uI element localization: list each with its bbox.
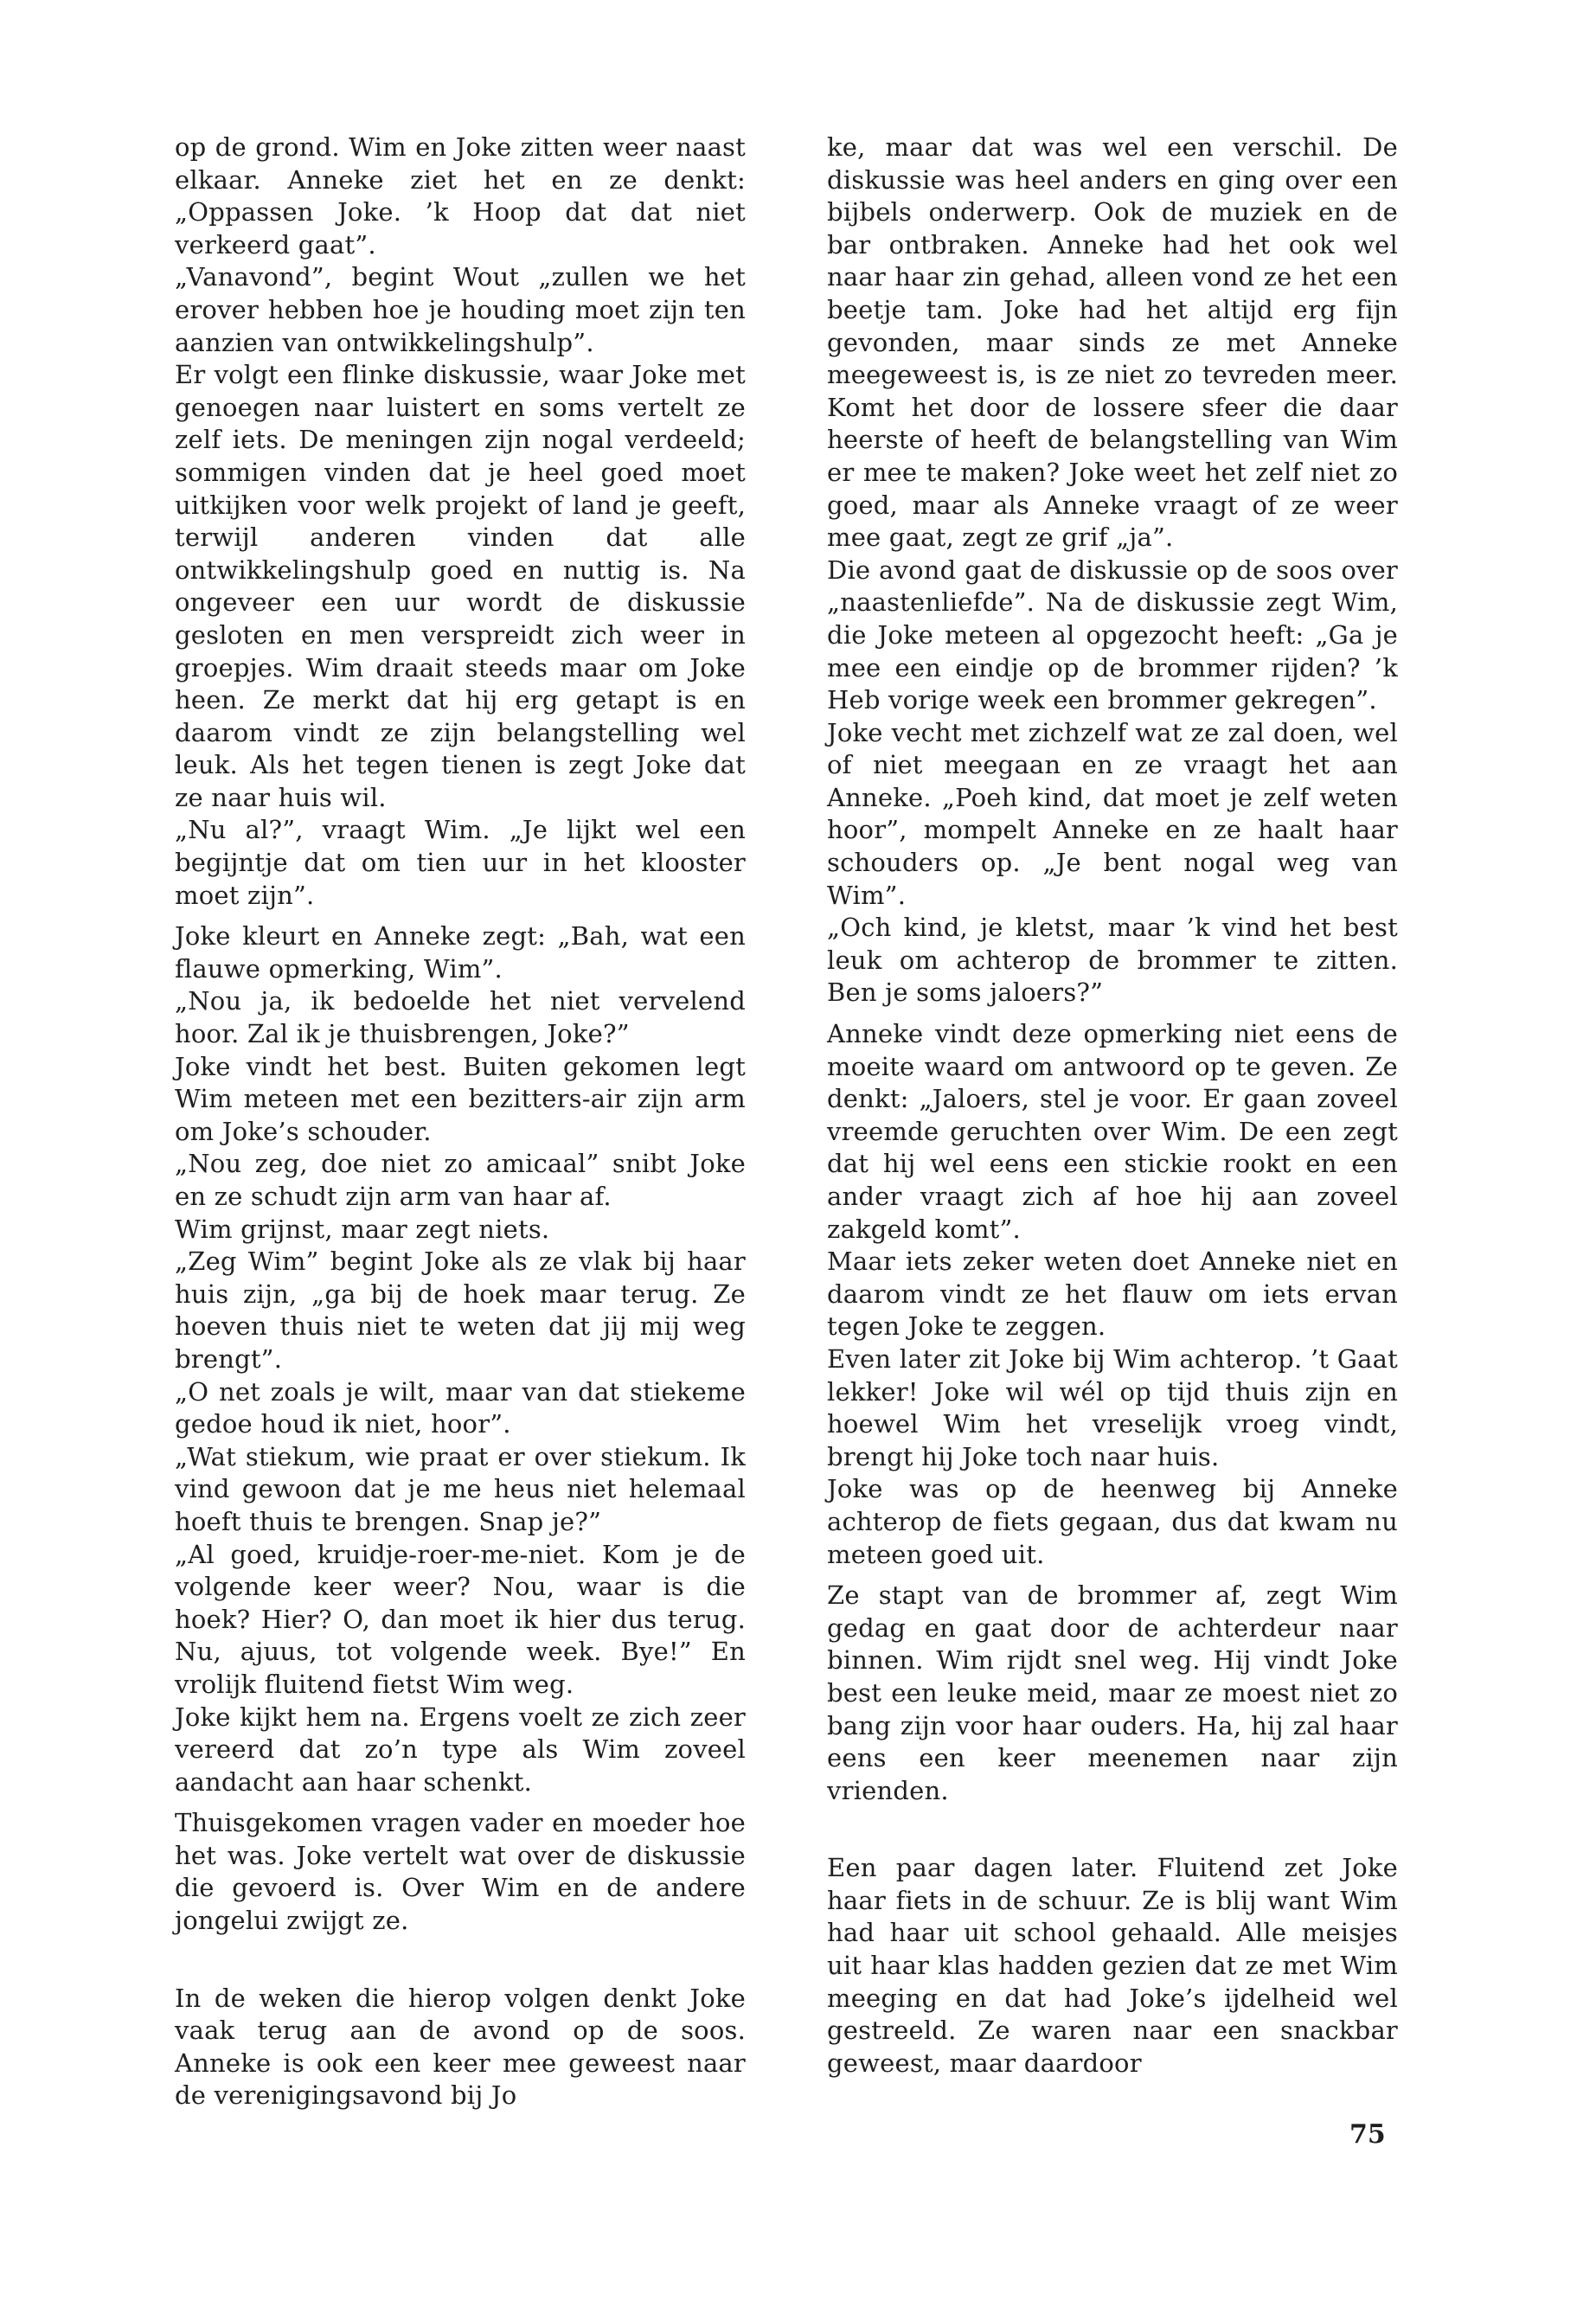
paragraph: Ze stapt van de brommer af, zegt Wim gedag en gaat door de achterdeur naar binnen. Wim rijdt snel weg. Hij vindt Joke best een leuke meid, maar ze moest niet zo bang zijn voor haar ouders. Ha, hij zal haar eens een keer meenemen naar zijn vrienden. xyxy=(827,1580,1398,1805)
paragraph: „O net zoals je wilt, maar van dat stiekeme gedoe houd ik niet, hoor”. xyxy=(175,1376,746,1439)
paragraph: op de grond. Wim en Joke zitten weer naast elkaar. Anneke ziet het en ze denkt: „Oppassen Joke. ’k Hoop dat dat niet verkeerd gaat”. xyxy=(175,132,746,260)
paragraph: Thuisgekomen vragen vader en moeder hoe het was. Joke vertelt wat over de diskussie die gevoerd is. Over Wim en de andere jongelui zwijgt ze. xyxy=(175,1808,746,1936)
paragraph: Joke kijkt hem na. Ergens voelt ze zich zeer vereerd dat zo’n type als Wim zoveel aandacht aan haar schenkt. xyxy=(175,1702,746,1797)
paragraph: „Nou ja, ik bedoelde het niet vervelend hoor. Zal ik je thuisbrengen, Joke?” xyxy=(175,986,746,1049)
paragraph: Anneke vindt deze opmerking niet eens de moeite waard om antwoord op te geven. Ze denkt: „Jaloers, stel je voor. Er gaan zoveel vreemde geruchten over Wim. De een zegt dat hij wel eens een stickie rookt en een ander vraagt zich af hoe hij aan zoveel zakgeld komt”. xyxy=(827,1019,1398,1244)
paragraph: Maar iets zeker weten doet Anneke niet en daarom vindt ze het flauw om iets ervan tegen Joke te zeggen. xyxy=(827,1247,1398,1342)
paragraph: Joke vecht met zichzelf wat ze zal doen, wel of niet meegaan en ze vraagt het aan Anneke. „Poeh kind, dat moet je zelf weten hoor”, mompelt Anneke en ze haalt haar schouders op. „Je bent nogal weg van Wim”. xyxy=(827,717,1398,910)
left-text-column xyxy=(175,131,746,2112)
paragraph: „Wat stiekum, wie praat er over stiekum. Ik vind gewoon dat je me heus niet helemaal hoeft thuis te brengen. Snap je?” xyxy=(175,1441,746,1536)
paragraph: Joke kleurt en Anneke zegt: „Bah, wat een flauwe opmerking, Wim”. xyxy=(175,921,746,984)
paragraph: „Nou zeg, doe niet zo amicaal” snibt Joke en ze schudt zijn arm van haar af. xyxy=(175,1149,746,1211)
paragraph: Die avond gaat de diskussie op de soos over „naastenliefde”. Na de diskussie zegt Wim, die Joke meteen al opgezocht heeft: „Ga je mee een eindje op de brommer rijden? ’k Heb vorige week een brommer gekregen”. xyxy=(827,554,1398,715)
paragraph: „Och kind, je kletst, maar ’k vind het best leuk om achterop de brommer te zitten. Ben je soms jaloers?” xyxy=(827,913,1398,1008)
paragraph: In de weken die hierop volgen denkt Joke vaak terug aan de avond op de soos. Anneke is ook een keer mee geweest naar de verenigingsavond bij Jo xyxy=(175,1983,746,2111)
paragraph: „Al goed, kruidje-roer-me-niet. Kom je de volgende keer weer? Nou, waar is die hoek? Hier? O, dan moet ik hier dus terug. Nu, ajuus, tot volgende week. Bye!” En vrolijk fluitend fietst Wim weg. xyxy=(175,1539,746,1699)
paragraph: Joke was op de heenweg bij Anneke achterop de fiets gegaan, dus dat kwam nu meteen goed uit. xyxy=(827,1474,1398,1569)
paragraph: Even later zit Joke bij Wim achterop. ’t Gaat lekker! Joke wil wél op tijd thuis zijn en hoewel Wim het vreselijk vroeg vindt, brengt hij Joke toch naar huis. xyxy=(827,1343,1398,1471)
paragraph: Joke vindt het best. Buiten gekomen legt Wim meteen met een bezitters-air zijn arm om Joke’s schouder. xyxy=(175,1051,746,1146)
right-text-column xyxy=(827,131,1398,2080)
paragraph: Wim grijnst, maar zegt niets. xyxy=(175,1214,550,1244)
paragraph: „Vanavond”, begint Wout „zullen we het erover hebben hoe je houding moet zijn ten aanzien van ontwikkelingshulp”. xyxy=(175,262,746,357)
paragraph: ke, maar dat was wel een verschil. De diskussie was heel anders en ging over een bijbels onderwerp. Ook de muziek en de bar ontbraken. Anneke had het ook wel naar haar zin gehad, alleen vond ze het een beetje tam. Joke had het altijd erg fijn gevonden, maar sinds ze met Anneke meegeweest is, is ze niet zo tevreden meer. Komt het door de lossere sfeer die daar heerste of heeft de belangstelling van Wim er mee te maken? Joke weet het zelf niet zo goed, maar als Anneke vraagt of ze weer mee gaat, zegt ze grif „ja”. xyxy=(827,132,1398,553)
paragraph: Er volgt een flinke diskussie, waar Joke met genoegen naar luistert en soms vertelt ze zelf iets. De meningen zijn nogal verdeeld; sommigen vinden dat je heel goed moet uitkijken voor welk projekt of land je geeft, terwijl anderen vinden dat alle ontwikkelingshulp goed en nuttig is. Na ongeveer een uur wordt de diskussie gesloten en men verspreidt zich weer in groepjes. Wim draait steeds maar om Joke heen. Ze merkt dat hij erg getapt is en daarom vindt ze zijn belangstelling wel leuk. Als het tegen tienen is zegt Joke dat ze naar huis wil. xyxy=(175,360,746,812)
paragraph: „Nu al?”, vraagt Wim. „Je lijkt wel een begijntje dat om tien uur in het klooster moet zijn”. xyxy=(175,815,746,910)
paragraph: Een paar dagen later. Fluitend zet Joke haar fiets in de schuur. Ze is blij want Wim had haar uit school gehaald. Alle meisjes uit haar klas hadden gezien dat ze met Wim meeging en dat had Joke’s ijdelheid wel gestreeld. Ze waren naar een snackbar geweest, maar daardoor xyxy=(827,1853,1398,2078)
paragraph: „Zeg Wim” begint Joke als ze vlak bij haar huis zijn, „ga bij de hoek maar terug. Ze hoeven thuis niet te weten dat jij mij weg brengt”. xyxy=(175,1247,746,1374)
page-number: 75 xyxy=(1349,2119,1386,2150)
